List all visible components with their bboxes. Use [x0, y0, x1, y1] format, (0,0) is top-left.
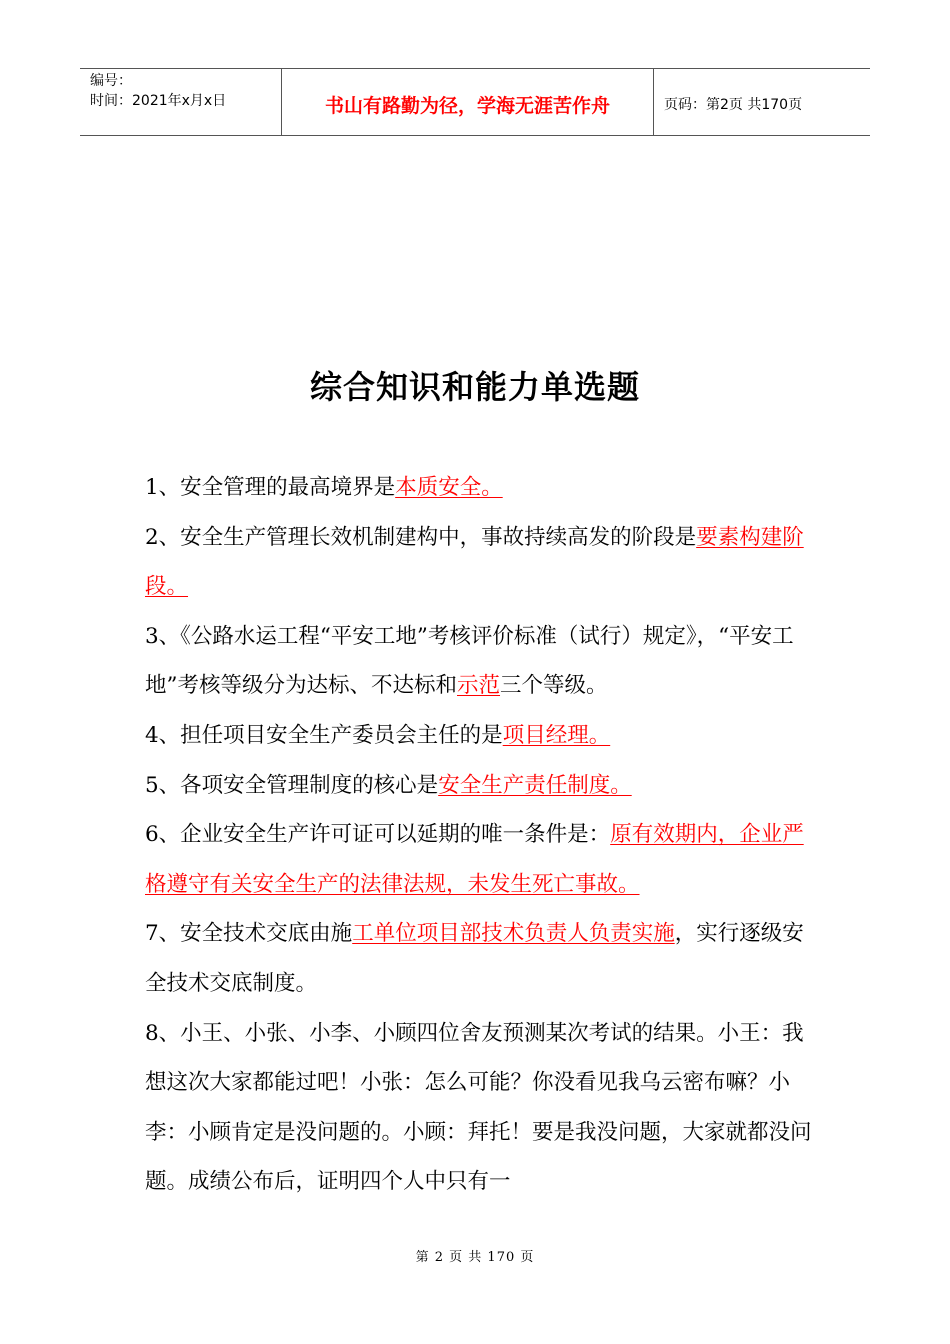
- question-item: [145, 909, 815, 1008]
- question-text: 8、小王、小张、小李、小顾四位舍友预测某次考试的结果。小王：我想这次大家都能过吧！小张：怎么可能？你没看见我乌云密布嘛？小李：小顾肯定是没问题的。小顾：拜托！要是我没问题，大家就都没问题。成绩公布后，证明四个人中只有一: [145, 1020, 812, 1195]
- question-text: 5、各项安全管理制度的核心是: [145, 772, 439, 798]
- answer-text: 本质安全。: [395, 475, 503, 500]
- question-text: 4、担任项目安全生产委员会主任的是: [145, 722, 503, 748]
- time-label: 时间：2021年x月x日: [90, 93, 227, 109]
- page-header: [80, 68, 870, 136]
- answer-text: 原有效期内，企业严格遵守有关安全生产的法律法规，未发生死亡事故。: [145, 822, 804, 897]
- question-list: [145, 463, 815, 1207]
- question-text: 1、安全管理的最高境界是: [145, 475, 396, 500]
- question-item: [145, 810, 815, 909]
- header-meta: [80, 69, 282, 135]
- question-item: [145, 612, 815, 711]
- question-text: 7、安全技术交底由施: [145, 921, 353, 947]
- header-page-info: 页码：第2页 共170页: [664, 97, 803, 113]
- question-item: [145, 711, 815, 761]
- answer-text: 安全生产责任制度。: [438, 772, 632, 798]
- question-text: 2、安全生产管理长效机制建构中，事故持续高发的阶段是: [145, 524, 697, 550]
- question-tail: ，实行逐级安全技术交底制度。: [145, 921, 804, 996]
- answer-text: 要素构建阶段。: [145, 524, 804, 600]
- question-item: [145, 513, 815, 612]
- document-title: 综合知识和能力单选题: [309, 368, 640, 406]
- header-motto: 书山有路勤为径，学海无涯苦作舟: [282, 69, 654, 135]
- question-item: [145, 1009, 815, 1207]
- answer-text: 工单位项目部技术负责人负责实施: [352, 921, 675, 947]
- page-footer: 第 2 页 共 170 页: [415, 1250, 535, 1265]
- number-label: 编号：: [90, 73, 132, 89]
- question-item: [145, 463, 815, 513]
- question-item: [145, 761, 815, 811]
- answer-text: 项目经理。: [502, 722, 611, 748]
- question-text: 3、《公路水运工程“平安工地”考核评价标准（试行）规定》，“平安工地”考核等级分为达标、不达标和: [145, 623, 794, 699]
- answer-text: 示范: [457, 673, 501, 699]
- question-text: 6、企业安全生产许可证可以延期的唯一条件是：: [145, 822, 611, 848]
- question-tail: 三个等级。: [500, 673, 608, 699]
